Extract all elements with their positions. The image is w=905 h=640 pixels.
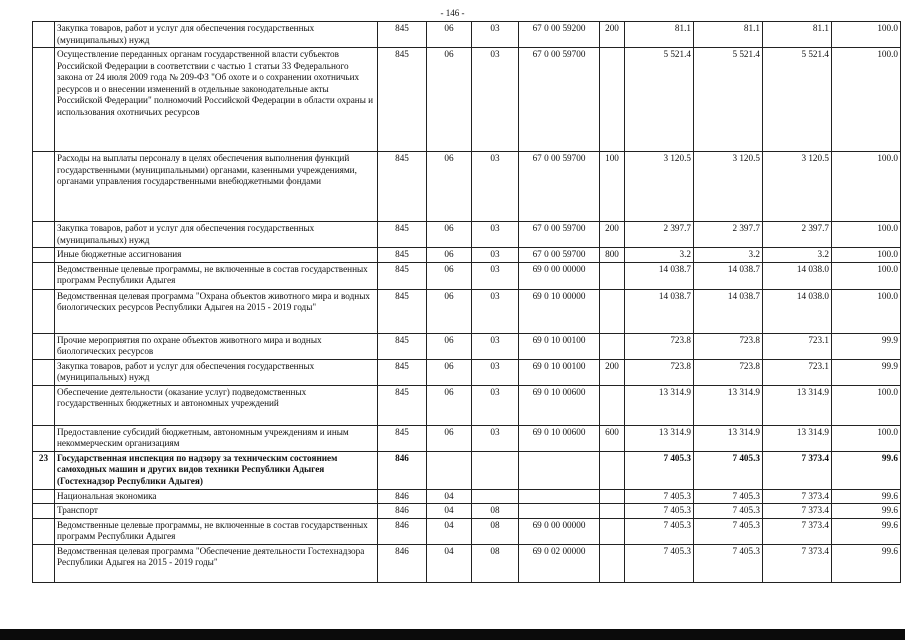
target-article: 69 0 10 00000 bbox=[519, 289, 600, 333]
execution-percent: 100.0 bbox=[832, 289, 901, 333]
execution-percent: 100.0 bbox=[832, 222, 901, 248]
target-article bbox=[519, 451, 600, 489]
expense-type bbox=[600, 518, 625, 544]
subsection-code: 08 bbox=[472, 518, 519, 544]
row-name: Расходы на выплаты персоналу в целях обеспечения выполнения функций государственными (муниципальными) органами, казенными учреждениями, органами управления государственными внебюджетными фондами bbox=[55, 152, 378, 222]
row-name: Обеспечение деятельности (оказание услуг) подведомственных государственных бюджетных и автономных учреждений bbox=[55, 385, 378, 425]
expense-type bbox=[600, 289, 625, 333]
row-number: 23 bbox=[33, 451, 55, 489]
section-code: 06 bbox=[427, 152, 472, 222]
row-name: Ведомственная целевая программа "Обеспечение деятельности Гостехнадзора Республики Адыгея на 2015 - 2019 годы" bbox=[55, 544, 378, 582]
section-code: 06 bbox=[427, 333, 472, 359]
plan-amount: 7 405.3 bbox=[625, 518, 694, 544]
plan-amount: 3.2 bbox=[625, 248, 694, 263]
budget-table-body bbox=[33, 22, 901, 583]
row-number bbox=[33, 425, 55, 451]
expense-type: 200 bbox=[600, 22, 625, 48]
row-name: Закупка товаров, работ и услуг для обеспечения государственных (муниципальных) нужд bbox=[55, 22, 378, 48]
plan-amount: 81.1 bbox=[625, 22, 694, 48]
target-article: 69 0 00 00000 bbox=[519, 262, 600, 289]
target-article: 67 0 00 59200 bbox=[519, 22, 600, 48]
expense-type: 200 bbox=[600, 359, 625, 385]
table-row bbox=[33, 489, 901, 504]
target-article bbox=[519, 489, 600, 504]
execution-percent: 99.9 bbox=[832, 359, 901, 385]
table-row bbox=[33, 248, 901, 263]
subsection-code: 03 bbox=[472, 22, 519, 48]
approved-amount: 3.2 bbox=[694, 248, 763, 263]
expense-type bbox=[600, 333, 625, 359]
section-code: 06 bbox=[427, 48, 472, 152]
table-row bbox=[33, 48, 901, 152]
executed-amount: 2 397.7 bbox=[763, 222, 832, 248]
plan-amount: 14 038.7 bbox=[625, 262, 694, 289]
row-name: Иные бюджетные ассигнования bbox=[55, 248, 378, 263]
execution-percent: 100.0 bbox=[832, 385, 901, 425]
subsection-code: 03 bbox=[472, 152, 519, 222]
target-article: 69 0 10 00100 bbox=[519, 333, 600, 359]
table-row bbox=[33, 451, 901, 489]
execution-percent: 100.0 bbox=[832, 22, 901, 48]
executed-amount: 7 373.4 bbox=[763, 544, 832, 582]
target-article: 67 0 00 59700 bbox=[519, 222, 600, 248]
executed-amount: 13 314.9 bbox=[763, 385, 832, 425]
ved-code: 846 bbox=[378, 544, 427, 582]
approved-amount: 13 314.9 bbox=[694, 425, 763, 451]
expense-type: 600 bbox=[600, 425, 625, 451]
table-row bbox=[33, 222, 901, 248]
ved-code: 845 bbox=[378, 333, 427, 359]
row-number bbox=[33, 504, 55, 519]
expense-type: 200 bbox=[600, 222, 625, 248]
row-number bbox=[33, 248, 55, 263]
ved-code: 845 bbox=[378, 385, 427, 425]
ved-code: 845 bbox=[378, 152, 427, 222]
subsection-code: 03 bbox=[472, 385, 519, 425]
row-name: Закупка товаров, работ и услуг для обеспечения государственных (муниципальных) нужд bbox=[55, 222, 378, 248]
row-number bbox=[33, 359, 55, 385]
table-row bbox=[33, 504, 901, 519]
section-code: 06 bbox=[427, 22, 472, 48]
table-row bbox=[33, 262, 901, 289]
subsection-code: 03 bbox=[472, 222, 519, 248]
table-row bbox=[33, 385, 901, 425]
ved-code: 845 bbox=[378, 22, 427, 48]
target-article: 69 0 10 00600 bbox=[519, 385, 600, 425]
execution-percent: 99.9 bbox=[832, 333, 901, 359]
row-name: Государственная инспекция по надзору за техническим состоянием самоходных машин и других видов техники Республики Адыгея (Гостехнадзор Республики Адыгея) bbox=[55, 451, 378, 489]
section-code: 04 bbox=[427, 544, 472, 582]
expense-type bbox=[600, 385, 625, 425]
plan-amount: 5 521.4 bbox=[625, 48, 694, 152]
section-code: 06 bbox=[427, 289, 472, 333]
executed-amount: 81.1 bbox=[763, 22, 832, 48]
plan-amount: 723.8 bbox=[625, 333, 694, 359]
plan-amount: 7 405.3 bbox=[625, 544, 694, 582]
target-article: 69 0 10 00600 bbox=[519, 425, 600, 451]
approved-amount: 14 038.7 bbox=[694, 289, 763, 333]
approved-amount: 7 405.3 bbox=[694, 451, 763, 489]
table-row bbox=[33, 544, 901, 582]
row-number bbox=[33, 289, 55, 333]
executed-amount: 13 314.9 bbox=[763, 425, 832, 451]
ved-code: 845 bbox=[378, 359, 427, 385]
row-number bbox=[33, 22, 55, 48]
row-number bbox=[33, 48, 55, 152]
execution-percent: 99.6 bbox=[832, 518, 901, 544]
scan-bottom-edge bbox=[0, 629, 905, 640]
row-number bbox=[33, 262, 55, 289]
execution-percent: 99.6 bbox=[832, 504, 901, 519]
row-number bbox=[33, 385, 55, 425]
approved-amount: 3 120.5 bbox=[694, 152, 763, 222]
plan-amount: 723.8 bbox=[625, 359, 694, 385]
section-code: 06 bbox=[427, 222, 472, 248]
subsection-code: 03 bbox=[472, 48, 519, 152]
row-name: Национальная экономика bbox=[55, 489, 378, 504]
subsection-code: 08 bbox=[472, 544, 519, 582]
executed-amount: 14 038.0 bbox=[763, 262, 832, 289]
approved-amount: 7 405.3 bbox=[694, 504, 763, 519]
execution-percent: 100.0 bbox=[832, 262, 901, 289]
row-name: Транспорт bbox=[55, 504, 378, 519]
target-article bbox=[519, 504, 600, 519]
expense-type: 800 bbox=[600, 248, 625, 263]
target-article: 69 0 02 00000 bbox=[519, 544, 600, 582]
execution-percent: 99.6 bbox=[832, 489, 901, 504]
executed-amount: 7 373.4 bbox=[763, 504, 832, 519]
target-article: 69 0 10 00100 bbox=[519, 359, 600, 385]
row-number bbox=[33, 544, 55, 582]
row-number bbox=[33, 333, 55, 359]
ved-code: 845 bbox=[378, 222, 427, 248]
executed-amount: 3 120.5 bbox=[763, 152, 832, 222]
expense-type: 100 bbox=[600, 152, 625, 222]
table-row bbox=[33, 518, 901, 544]
executed-amount: 14 038.0 bbox=[763, 289, 832, 333]
approved-amount: 723.8 bbox=[694, 333, 763, 359]
approved-amount: 7 405.3 bbox=[694, 544, 763, 582]
target-article: 67 0 00 59700 bbox=[519, 248, 600, 263]
expense-type bbox=[600, 504, 625, 519]
subsection-code bbox=[472, 451, 519, 489]
target-article: 69 0 00 00000 bbox=[519, 518, 600, 544]
execution-percent: 99.6 bbox=[832, 544, 901, 582]
subsection-code: 08 bbox=[472, 504, 519, 519]
approved-amount: 7 405.3 bbox=[694, 518, 763, 544]
executed-amount: 7 373.4 bbox=[763, 451, 832, 489]
execution-percent: 100.0 bbox=[832, 425, 901, 451]
ved-code: 845 bbox=[378, 48, 427, 152]
plan-amount: 13 314.9 bbox=[625, 385, 694, 425]
plan-amount: 7 405.3 bbox=[625, 504, 694, 519]
ved-code: 846 bbox=[378, 518, 427, 544]
expense-type bbox=[600, 489, 625, 504]
row-name: Ведомственные целевые программы, не включенные в состав государственных программ Республики Адыгея bbox=[55, 262, 378, 289]
ved-code: 845 bbox=[378, 425, 427, 451]
section-code: 06 bbox=[427, 425, 472, 451]
row-number bbox=[33, 518, 55, 544]
subsection-code: 03 bbox=[472, 262, 519, 289]
row-name: Ведомственная целевая программа "Охрана объектов животного мира и водных биологических ресурсов Республики Адыгея на 2015 - 2019 годы" bbox=[55, 289, 378, 333]
approved-amount: 13 314.9 bbox=[694, 385, 763, 425]
plan-amount: 2 397.7 bbox=[625, 222, 694, 248]
executed-amount: 5 521.4 bbox=[763, 48, 832, 152]
section-code: 06 bbox=[427, 359, 472, 385]
section-code bbox=[427, 451, 472, 489]
subsection-code bbox=[472, 489, 519, 504]
approved-amount: 81.1 bbox=[694, 22, 763, 48]
table-row bbox=[33, 359, 901, 385]
row-name: Предоставление субсидий бюджетным, автономным учреждениям и иным некоммерческим организациям bbox=[55, 425, 378, 451]
section-code: 04 bbox=[427, 518, 472, 544]
section-code: 06 bbox=[427, 248, 472, 263]
plan-amount: 7 405.3 bbox=[625, 489, 694, 504]
plan-amount: 7 405.3 bbox=[625, 451, 694, 489]
ved-code: 845 bbox=[378, 248, 427, 263]
row-number bbox=[33, 489, 55, 504]
subsection-code: 03 bbox=[472, 333, 519, 359]
approved-amount: 5 521.4 bbox=[694, 48, 763, 152]
section-code: 04 bbox=[427, 489, 472, 504]
subsection-code: 03 bbox=[472, 289, 519, 333]
budget-table bbox=[32, 21, 901, 583]
row-number bbox=[33, 222, 55, 248]
approved-amount: 2 397.7 bbox=[694, 222, 763, 248]
expense-type bbox=[600, 451, 625, 489]
row-name: Осуществление переданных органам государственной власти субъектов Российской Федерации в соответствии с частью 1 статьи 33 Федерального закона от 24 июля 2009 года № 209-ФЗ "Об охоте и о сохранении охотничьих ресурсов и о внесении изменений в отдельные законодательные акты Российской Федерации" полномочий Российской Федерации в области охраны и использования охотничьих ресурсов bbox=[55, 48, 378, 152]
executed-amount: 7 373.4 bbox=[763, 489, 832, 504]
ved-code: 846 bbox=[378, 451, 427, 489]
target-article: 67 0 00 59700 bbox=[519, 152, 600, 222]
ved-code: 846 bbox=[378, 489, 427, 504]
expense-type bbox=[600, 544, 625, 582]
section-code: 06 bbox=[427, 262, 472, 289]
section-code: 04 bbox=[427, 504, 472, 519]
ved-code: 845 bbox=[378, 262, 427, 289]
expense-type bbox=[600, 48, 625, 152]
table-row bbox=[33, 333, 901, 359]
ved-code: 845 bbox=[378, 289, 427, 333]
executed-amount: 723.1 bbox=[763, 333, 832, 359]
ved-code: 846 bbox=[378, 504, 427, 519]
page-number: - 146 - bbox=[440, 8, 465, 18]
subsection-code: 03 bbox=[472, 359, 519, 385]
row-number bbox=[33, 152, 55, 222]
executed-amount: 3.2 bbox=[763, 248, 832, 263]
execution-percent: 100.0 bbox=[832, 48, 901, 152]
table-row bbox=[33, 152, 901, 222]
approved-amount: 7 405.3 bbox=[694, 489, 763, 504]
section-code: 06 bbox=[427, 385, 472, 425]
subsection-code: 03 bbox=[472, 248, 519, 263]
target-article: 67 0 00 59700 bbox=[519, 48, 600, 152]
plan-amount: 14 038.7 bbox=[625, 289, 694, 333]
approved-amount: 14 038.7 bbox=[694, 262, 763, 289]
execution-percent: 100.0 bbox=[832, 152, 901, 222]
expense-type bbox=[600, 262, 625, 289]
plan-amount: 13 314.9 bbox=[625, 425, 694, 451]
subsection-code: 03 bbox=[472, 425, 519, 451]
executed-amount: 723.1 bbox=[763, 359, 832, 385]
row-name: Прочие мероприятия по охране объектов животного мира и водных биологических ресурсов bbox=[55, 333, 378, 359]
execution-percent: 99.6 bbox=[832, 451, 901, 489]
plan-amount: 3 120.5 bbox=[625, 152, 694, 222]
row-name: Закупка товаров, работ и услуг для обеспечения государственных (муниципальных) нужд bbox=[55, 359, 378, 385]
row-name: Ведомственные целевые программы, не включенные в состав государственных программ Республики Адыгея bbox=[55, 518, 378, 544]
execution-percent: 100.0 bbox=[832, 248, 901, 263]
approved-amount: 723.8 bbox=[694, 359, 763, 385]
table-row bbox=[33, 289, 901, 333]
table-row bbox=[33, 425, 901, 451]
table-row bbox=[33, 22, 901, 48]
executed-amount: 7 373.4 bbox=[763, 518, 832, 544]
